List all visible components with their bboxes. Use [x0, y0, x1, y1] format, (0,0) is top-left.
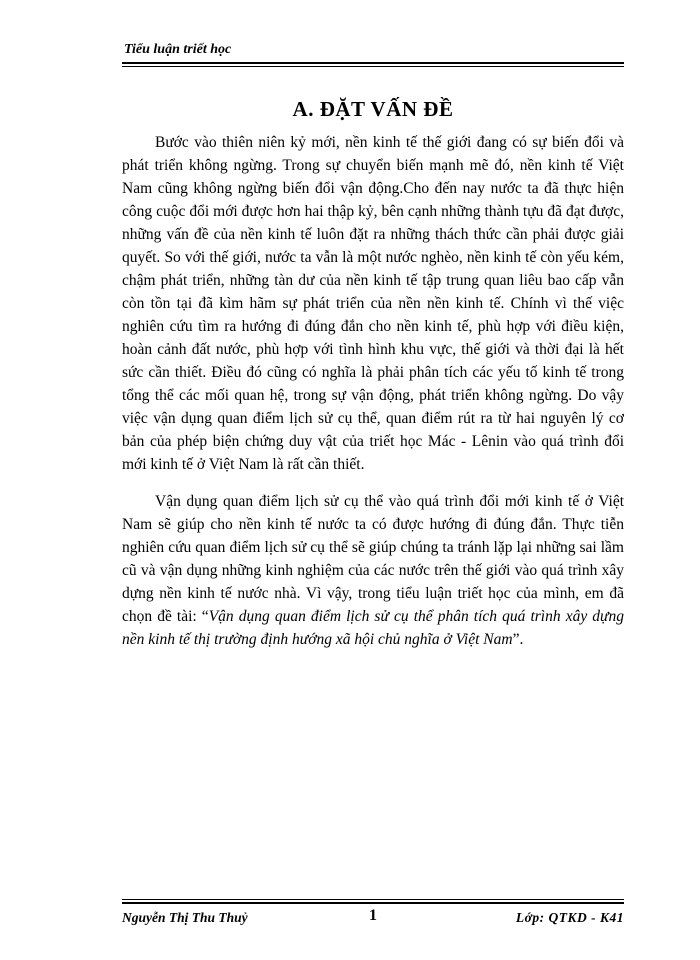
paragraph-2 — [122, 490, 624, 651]
document-body — [122, 131, 624, 651]
paragraph-2-lead: Vận dụng quan điểm lịch sử cụ thể vào quá trình đổi mới kinh tế ở Việt Nam sẽ giúp cho nền kinh tế nước ta có được hướng đi đúng đắn. Thực tiễn nghiên cứu quan điểm lịch sử cụ thể sẽ giúp chúng ta tránh lặp lại những sai lầm cũ và vận dụng những kinh nghiệm của các nước trên thế giới vào quá trình xây dựng nền kinh tế nước nhà. Vì vậy, trong tiểu luận triết học của mình, em đã chọn đề tài: “ — [122, 493, 624, 625]
paragraph-2-topic: Vận dụng quan điểm lịch sử cụ thể phân tích quá trình xây dựng nền kinh tế thị trường định hướng xã hội chủ nghĩa ở Việt Nam — [122, 608, 624, 648]
header-rule-thin — [122, 66, 624, 67]
footer-author: Nguyễn Thị Thu Thuỷ — [122, 910, 248, 925]
footer-page-number: 1 — [369, 907, 377, 924]
footer-rule-thick — [122, 902, 624, 904]
footer-rule-thin — [122, 899, 624, 900]
page-footer — [122, 899, 624, 928]
header-rule-thick — [122, 62, 624, 64]
header-title: Tiểu luận triết học — [124, 42, 232, 57]
paragraph-1: Bước vào thiên niên kỷ mới, nền kinh tế thế giới đang có sự biến đổi và phát triển không ngừng. Trong sự chuyển biến mạnh mẽ đó, nền kinh tế Việt Nam cũng không ngừng biến đổi vận động.Cho đến nay nước ta đã thực hiện công cuộc đổi mới được hơn hai thập kỷ, bên cạnh những thành tựu đã đạt được, những vấn đề của nền kinh tế luôn đặt ra những thách thức cần phải được giải quyết. So với thế giới, nước ta vẫn là một nước nghèo, nền kinh tế còn yếu kém, chậm phát triển, những tàn dư của nền kinh tế tập trung quan liêu bao cấp vẫn còn tồn tại đã kìm hãm sự phát triển của nền nền kinh tế. Chính vì thế việc nghiên cứu tìm ra hướng đi đúng đắn cho nền kinh tế, phù hợp với điều kiện, hoàn cảnh đất nước, phù hợp với tình hình khu vực, thế giới và thời đại là hết sức cần thiết. Điều đó cũng có nghĩa là phải phân tích các yếu tố kinh tế trong tổng thể các mối quan hệ, trong sự vận động, phát triển không ngừng. Do vậy việc vận dụng quan điểm lịch sử cụ thể, quan điểm rút ra từ hai nguyên lý cơ bản của phép biện chứng duy vật của triết học Mác - Lênin vào quá trình đổi mới kinh tế ở Việt Nam là rất cần thiết. — [122, 134, 624, 473]
section-heading: A. ĐẶT VẤN ĐỀ — [292, 97, 454, 121]
footer-row — [122, 908, 624, 928]
footer-class-label: Lớp: QTKD - K41 — [515, 910, 624, 925]
paragraph-2-end: ”. — [512, 631, 524, 648]
page-header — [122, 42, 624, 67]
